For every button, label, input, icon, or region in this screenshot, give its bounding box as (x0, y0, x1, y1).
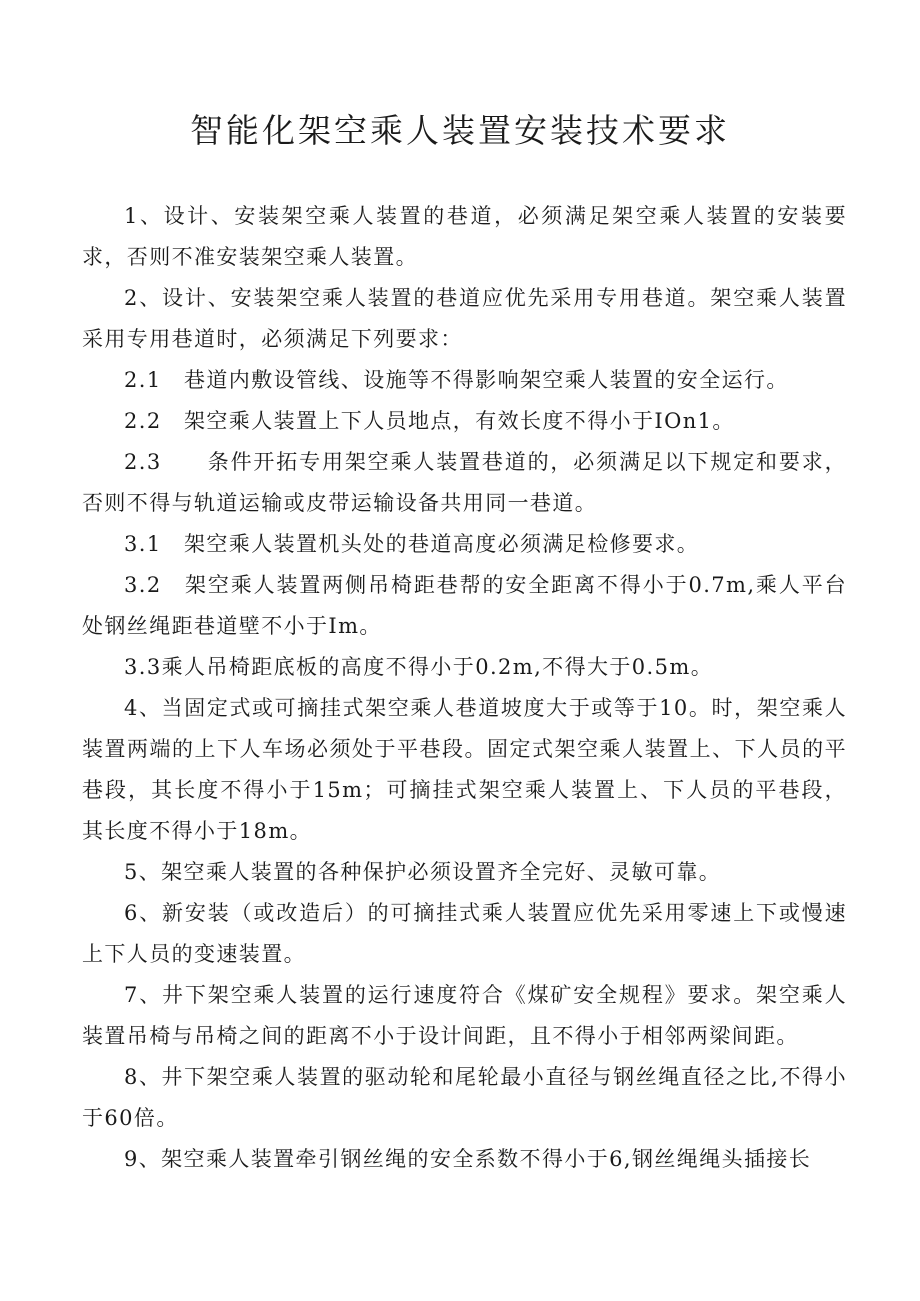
paragraph-2-1: 2.1 巷道内敷设管线、设施等不得影响架空乘人装置的安全运行。 (124, 368, 789, 392)
paragraph-3-1: 3.1 架空乘人装置机头处的巷道高度必须满足检修要求。 (124, 532, 700, 556)
paragraph-4: 4、当固定式或可摘挂式架空乘人巷道坡度大于或等于10。时，架空乘人装置两端的上下人车场必须处于平巷段。固定式架空乘人装置上、下人员的平巷段，其长度不得小于15m；可摘挂式架空乘人装置上、下人员的平巷段，其长度不得小于18m。 (82, 696, 847, 843)
paragraph-8: 8、井下架空乘人装置的驱动轮和尾轮最小直径与钢丝绳直径之比,不得小于60倍。 (82, 1065, 847, 1130)
paragraph-9: 9、架空乘人装置牵引钢丝绳的安全系数不得小于6,钢丝绳绳头插接长 (124, 1147, 812, 1171)
document-title: 智能化架空乘人装置安装技术要求 (190, 111, 730, 150)
paragraph-2: 2、设计、安装架空乘人装置的巷道应优先采用专用巷道。架空乘人装置采用专用巷道时，必须满足下列要求： (82, 286, 847, 351)
paragraph-3-3: 3.3乘人吊椅距底板的高度不得小于0.2m,不得大于0.5m。 (124, 655, 714, 679)
paragraph-2-2: 2.2 架空乘人装置上下人员地点，有效长度不得小于IOn1。 (124, 409, 735, 433)
paragraph-1: 1、设计、安装架空乘人装置的巷道，必须满足架空乘人装置的安装要求，否则不准安装架空乘人装置。 (82, 204, 847, 269)
paragraph-3-2: 3.2 架空乘人装置两侧吊椅距巷帮的安全距离不得小于0.7m,乘人平台处钢丝绳距巷道壁不小于Im。 (82, 573, 847, 638)
paragraph-6: 6、新安装（或改造后）的可摘挂式乘人装置应优先采用零速上下或慢速上下人员的变速装置。 (82, 901, 847, 966)
paragraph-7: 7、井下架空乘人装置的运行速度符合《煤矿安全规程》要求。架空乘人装置吊椅与吊椅之间的距离不小于设计间距，且不得小于相邻两梁间距。 (82, 983, 847, 1048)
document-body (82, 196, 847, 1180)
paragraph-5: 5、架空乘人装置的各种保护必须设置齐全完好、灵敏可靠。 (124, 860, 722, 884)
paragraph-2-3: 2.3 条件开拓专用架空乘人装置巷道的，必须满足以下规定和要求，否则不得与轨道运输或皮带运输设备共用同一巷道。 (82, 450, 847, 515)
